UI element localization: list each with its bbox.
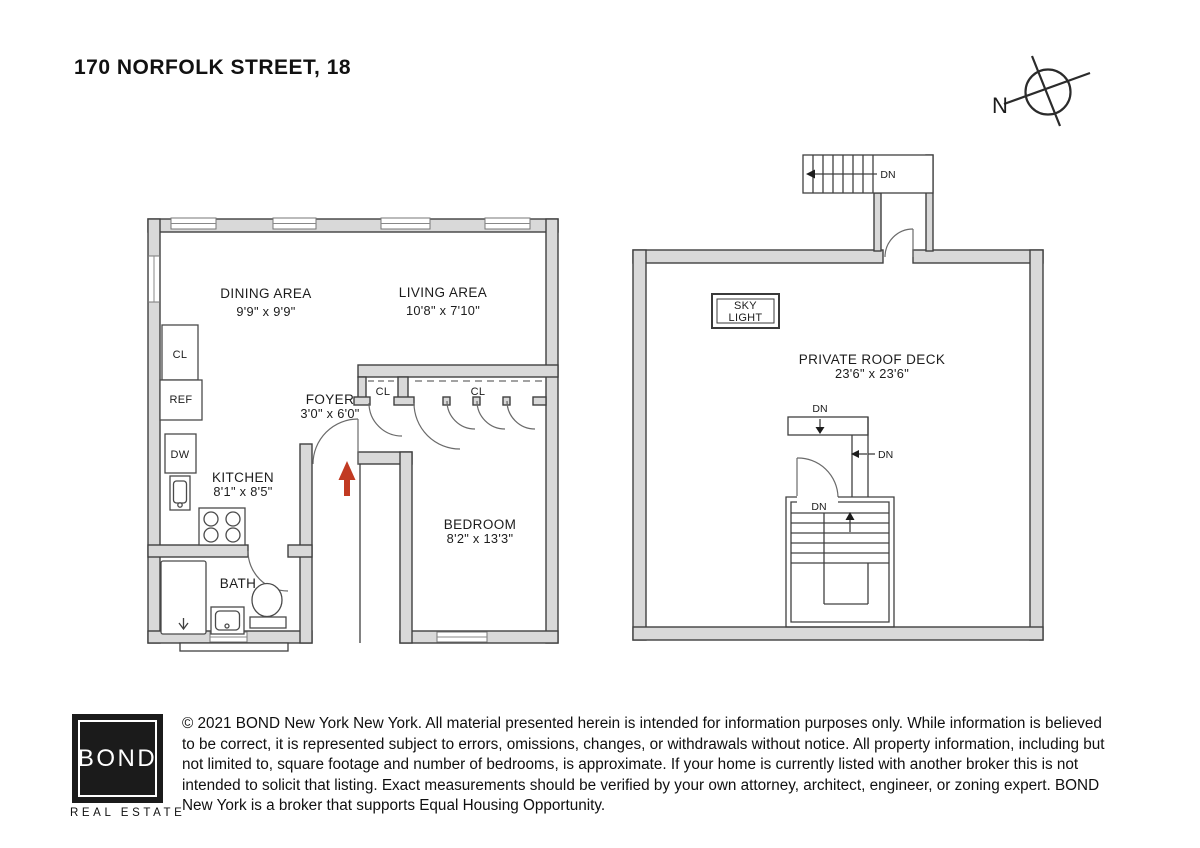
apartment-plan — [148, 218, 558, 651]
deck-label: PRIVATE ROOF DECK — [798, 352, 946, 367]
wall-kitchen-bath-2 — [288, 545, 312, 557]
bond-logo-border — [78, 720, 157, 797]
living-dims: 10'8" x 7'10" — [405, 303, 481, 318]
closet-big-label: CL — [470, 386, 486, 398]
wall-stub-1 — [354, 397, 370, 405]
window-left — [149, 256, 160, 302]
window-bedroom — [437, 632, 487, 642]
skylight — [712, 294, 779, 328]
closet-niche-label: CL — [172, 349, 188, 361]
compass-rose — [992, 56, 1090, 126]
foyer-label: FOYER — [305, 392, 355, 407]
closet-door-3 — [507, 401, 535, 429]
wall-kitchen-corridor — [300, 444, 312, 643]
dn-stairs-label: DN — [811, 501, 827, 513]
compass-north-label: N — [992, 93, 1008, 118]
kitchen-sink — [170, 476, 190, 510]
bond-logo — [72, 714, 163, 803]
skylight-label-2: LIGHT — [728, 312, 763, 324]
closet-small-label: CL — [375, 386, 391, 398]
wall-right — [546, 219, 558, 643]
stair-enclosure-outer — [786, 497, 894, 627]
stair-tower — [786, 403, 894, 627]
roof-wall-top-right — [913, 250, 1043, 263]
bathtub — [161, 561, 206, 634]
living-label: LIVING AREA — [398, 285, 488, 300]
wall-stub-6 — [533, 397, 546, 405]
foyer-dims: 3'0" x 6'0" — [300, 406, 360, 421]
refrigerator-label: REF — [169, 394, 193, 406]
deck-dims: 23'6" x 23'6" — [834, 366, 910, 381]
wall-closet-top — [358, 365, 558, 377]
entry-door — [313, 419, 358, 464]
kitchen-label: KITCHEN — [211, 470, 275, 485]
disclaimer-text: © 2021 BOND New York New York. All material presented herein is intended for information purposes only. While information is believed to be correct, it is represented subject to errors, omissions, changes, or withdrawals without notice. All property information, including but not limited to, square footage and number of bedrooms, is approximate. If your home is currently listed with another broker this is not intended to solicit that listing. Exact measurements should be verified by your own attorney, architect, engineer, or zoning expert. BOND New York is a broker that supports Equal Housing Opportunity. — [182, 715, 1105, 815]
dn-strip-label: DN — [812, 403, 828, 415]
bath-label: BATH — [219, 576, 257, 591]
kitchen-dims: 8'1" x 8'5" — [213, 484, 273, 499]
entry-arrow — [339, 461, 356, 496]
skylight-label-1: SKY — [734, 300, 757, 312]
bulkhead-stairs — [803, 155, 933, 193]
bedroom-door — [414, 403, 460, 449]
bedroom-label: BEDROOM — [443, 517, 517, 532]
dn-top-label: DN — [880, 169, 896, 181]
roof-wall-bottom — [633, 627, 1043, 640]
bond-logo-text: BOND — [77, 744, 158, 772]
closet-small-door — [369, 403, 402, 436]
page-title: 170 NORFOLK STREET, 18 — [74, 56, 352, 79]
roofdeck-plan — [633, 155, 1043, 640]
wall-bedroom-left — [400, 452, 412, 643]
roof-wall-left — [633, 250, 646, 640]
stair-steps — [791, 513, 889, 563]
roof-wall-top-left — [633, 250, 883, 263]
dining-dims: 9'9" x 9'9" — [236, 304, 296, 319]
deck-entry-door — [885, 229, 913, 257]
dining-label: DINING AREA — [220, 286, 312, 301]
dishwasher-label: DW — [170, 449, 190, 461]
roof-wall-right — [1030, 250, 1043, 640]
wall-kitchen-bath-1 — [148, 545, 248, 557]
closet-door-2 — [477, 401, 505, 429]
dn-corridor-label: DN — [878, 449, 894, 461]
wall-stub-2 — [394, 397, 414, 405]
bath-sink — [211, 607, 244, 634]
vestibule-wall-left — [874, 193, 881, 251]
bedroom-dims: 8'2" x 13'3" — [446, 531, 514, 546]
stair-head-door — [797, 458, 838, 497]
closet-door-1 — [447, 401, 475, 429]
bond-logo-tagline: REAL ESTATE — [70, 807, 186, 819]
stove — [199, 508, 245, 545]
